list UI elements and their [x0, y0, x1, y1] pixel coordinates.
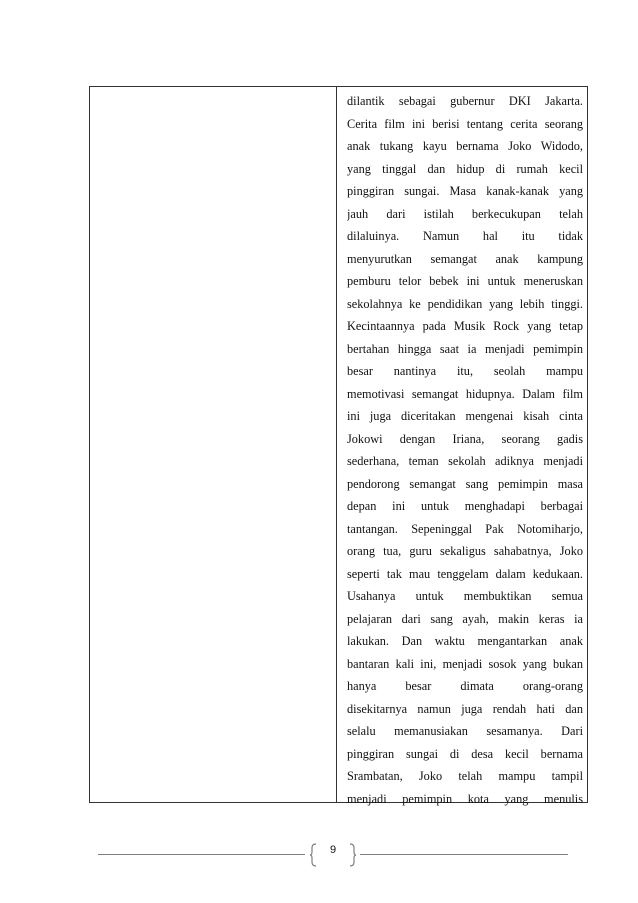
page-number: 9	[329, 844, 337, 856]
text-line: Jokowi dengan Iriana, seorang gadis	[347, 431, 583, 446]
text-line: dilaluinya. Namun hal itu tidak	[347, 229, 583, 243]
text-line: pinggiran sungai di desa kecil bernama	[347, 746, 583, 761]
text-line: besar nantinya itu, seolah mampu	[347, 364, 583, 378]
text-line: sederhana, teman sekolah adiknya menjadi	[347, 454, 583, 468]
text-line: bertahan hingga saat ia menjadi pemimpin	[347, 341, 583, 356]
text-line: dilantik sebagai gubernur DKI Jakarta.	[347, 94, 583, 108]
text-line: anak tukang kayu bernama Joko Widodo,	[347, 139, 583, 153]
text-line: lakukan. Dan waktu mengantarkan anak	[347, 634, 583, 648]
text-line: pemburu telor bebek ini untuk meneruskan	[347, 274, 583, 288]
text-line: disekitarnya namun juga rendah hati dan	[347, 701, 583, 716]
right-cell-text	[347, 90, 583, 810]
text-line: jauh dari istilah berkecukupan telah	[347, 206, 583, 221]
right-brace-icon	[349, 843, 357, 867]
document-table	[89, 86, 588, 806]
text-line: Cerita film ini berisi tentang cerita seorang	[347, 116, 583, 131]
footer-rule-left	[98, 854, 305, 855]
text-line: yang tinggal dan hidup di rumah kecil	[347, 161, 583, 176]
text-line: selalu memanusiakan sesamanya. Dari	[347, 724, 583, 738]
text-line: tantangan. Sepeninggal Pak Notomiharjo,	[347, 521, 583, 536]
text-line: pinggiran sungai. Masa kanak-kanak yang	[347, 184, 583, 198]
column-divider	[336, 87, 337, 802]
left-brace-icon	[309, 843, 317, 867]
text-line: depan ini untuk menghadapi berbagai	[347, 499, 583, 513]
page-footer	[98, 839, 568, 879]
text-line: sekolahnya ke pendidikan yang lebih tinggi.	[347, 296, 583, 311]
footer-rule-right	[360, 854, 568, 855]
text-line: pelajaran dari sang ayah, makin keras ia	[347, 611, 583, 626]
text-line: menyurutkan semangat anak kampung	[347, 251, 583, 266]
text-line: orang tua, guru sekaligus sahabatnya, Joko	[347, 544, 583, 558]
text-line: Srambatan, Joko telah mampu tampil	[347, 769, 583, 783]
text-line: pendorong semangat sang pemimpin masa	[347, 476, 583, 491]
text-line: seperti tak mau tenggelam dalam kedukaan.	[347, 566, 583, 581]
text-line: hanya besar dimata orang-orang	[347, 679, 583, 693]
text-line: ini juga diceritakan mengenai kisah cinta	[347, 409, 583, 423]
text-line: menjadi pemimpin kota yang menulis	[347, 791, 583, 806]
text-line: bantaran kali ini, menjadi sosok yang bukan	[347, 656, 583, 671]
text-line: Kecintaannya pada Musik Rock yang tetap	[347, 319, 583, 333]
text-line: Usahanya untuk membuktikan semua	[347, 589, 583, 603]
text-line: memotivasi semangat hidupnya. Dalam film	[347, 386, 583, 401]
